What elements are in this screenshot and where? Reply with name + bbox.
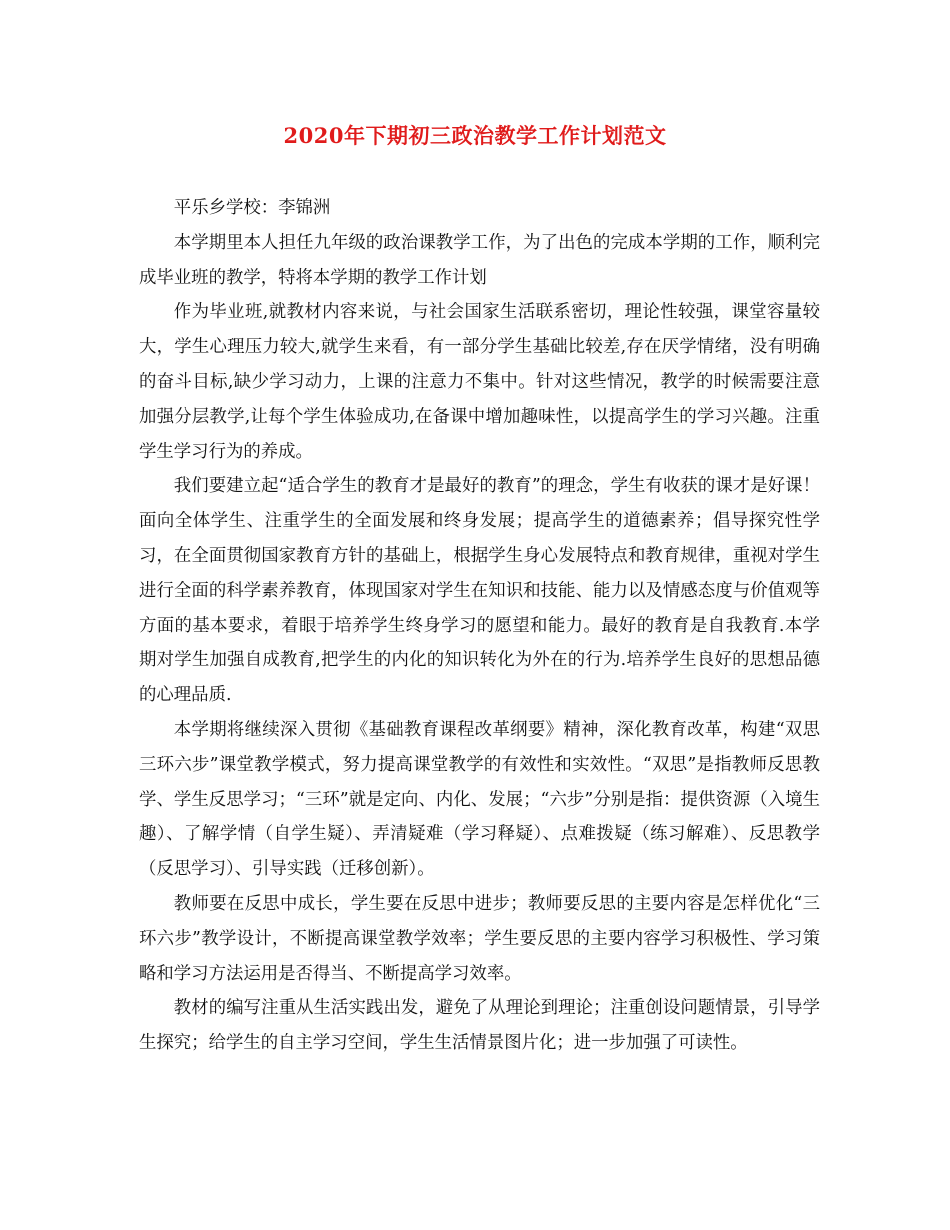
paragraph: 本学期将继续深入贯彻《基础教育课程改革纲要》精神，深化教育改革，构建“双思三环六步”课堂教学模式，努力提高课堂教学的有效性和实效性。“双思”是指教师反思教学、学生反思学习；“三环”就是定向、内化、发展；“六步”分别是指：提供资源（入境生趣）、了解学情（自学生疑）、弄清疑难（学习释疑）、点难拨疑（练习解难）、反思教学（反思学习）、引导实践（迁移创新）。 <box>139 719 820 880</box>
paragraph: 教师要在反思中成长，学生要在反思中进步；教师要反思的主要内容是怎样优化“三环六步”教学设计，不断提高课堂教学效率；学生要反思的主要内容学习积极性、学习策略和学习方法运用是否得当、不断提高学习效率。 <box>139 893 820 984</box>
author-line: 平乐乡学校：李锦洲 <box>173 198 331 218</box>
paragraph: 本学期里本人担任九年级的政治课教学工作，为了出色的完成本学期的工作，顺利完成毕业班的教学，特将本学期的教学工作计划 <box>139 232 820 288</box>
paragraph: 作为毕业班,就教材内容来说，与社会国家生活联系密切，理论性较强，课堂容量较大，学生心理压力较大,就学生来看，有一部分学生基础比较差,存在厌学情绪，没有明确的奋斗目标,缺少学习动力，上课的注意力不集中。针对这些情况，教学的时候需要注意加强分层教学,让每个学生体验成功,在备课中增加趣味性，以提高学生的学习兴趣。注重学生学习行为的养成。 <box>139 302 820 462</box>
document-body <box>139 191 820 1061</box>
document-title: 2020年下期初三政治教学工作计划范文 <box>283 123 667 148</box>
paragraph: 我们要建立起“适合学生的教育才是最好的教育”的理念，学生有收获的课才是好课！面向全体学生、注重学生的全面发展和终身发展；提高学生的道德素养；倡导探究性学习，在全面贯彻国家教育方针的基础上，根据学生身心发展特点和教育规律，重视对学生进行全面的科学素养教育，体现国家对学生在知识和技能、能力以及情感态度与价值观等方面的基本要求，着眼于培养学生终身学习的愿望和能力。最好的教育是自我教育.本学期对学生加强自成教育,把学生的内化的知识转化为外在的行为.培养学生良好的思想品德的心理品质. <box>139 476 820 706</box>
paragraph: 教材的编写注重从生活实践出发，避免了从理论到理论；注重创设问题情景，引导学生探究；给学生的自主学习空间，学生生活情景图片化；进一步加强了可读性。 <box>139 998 820 1054</box>
